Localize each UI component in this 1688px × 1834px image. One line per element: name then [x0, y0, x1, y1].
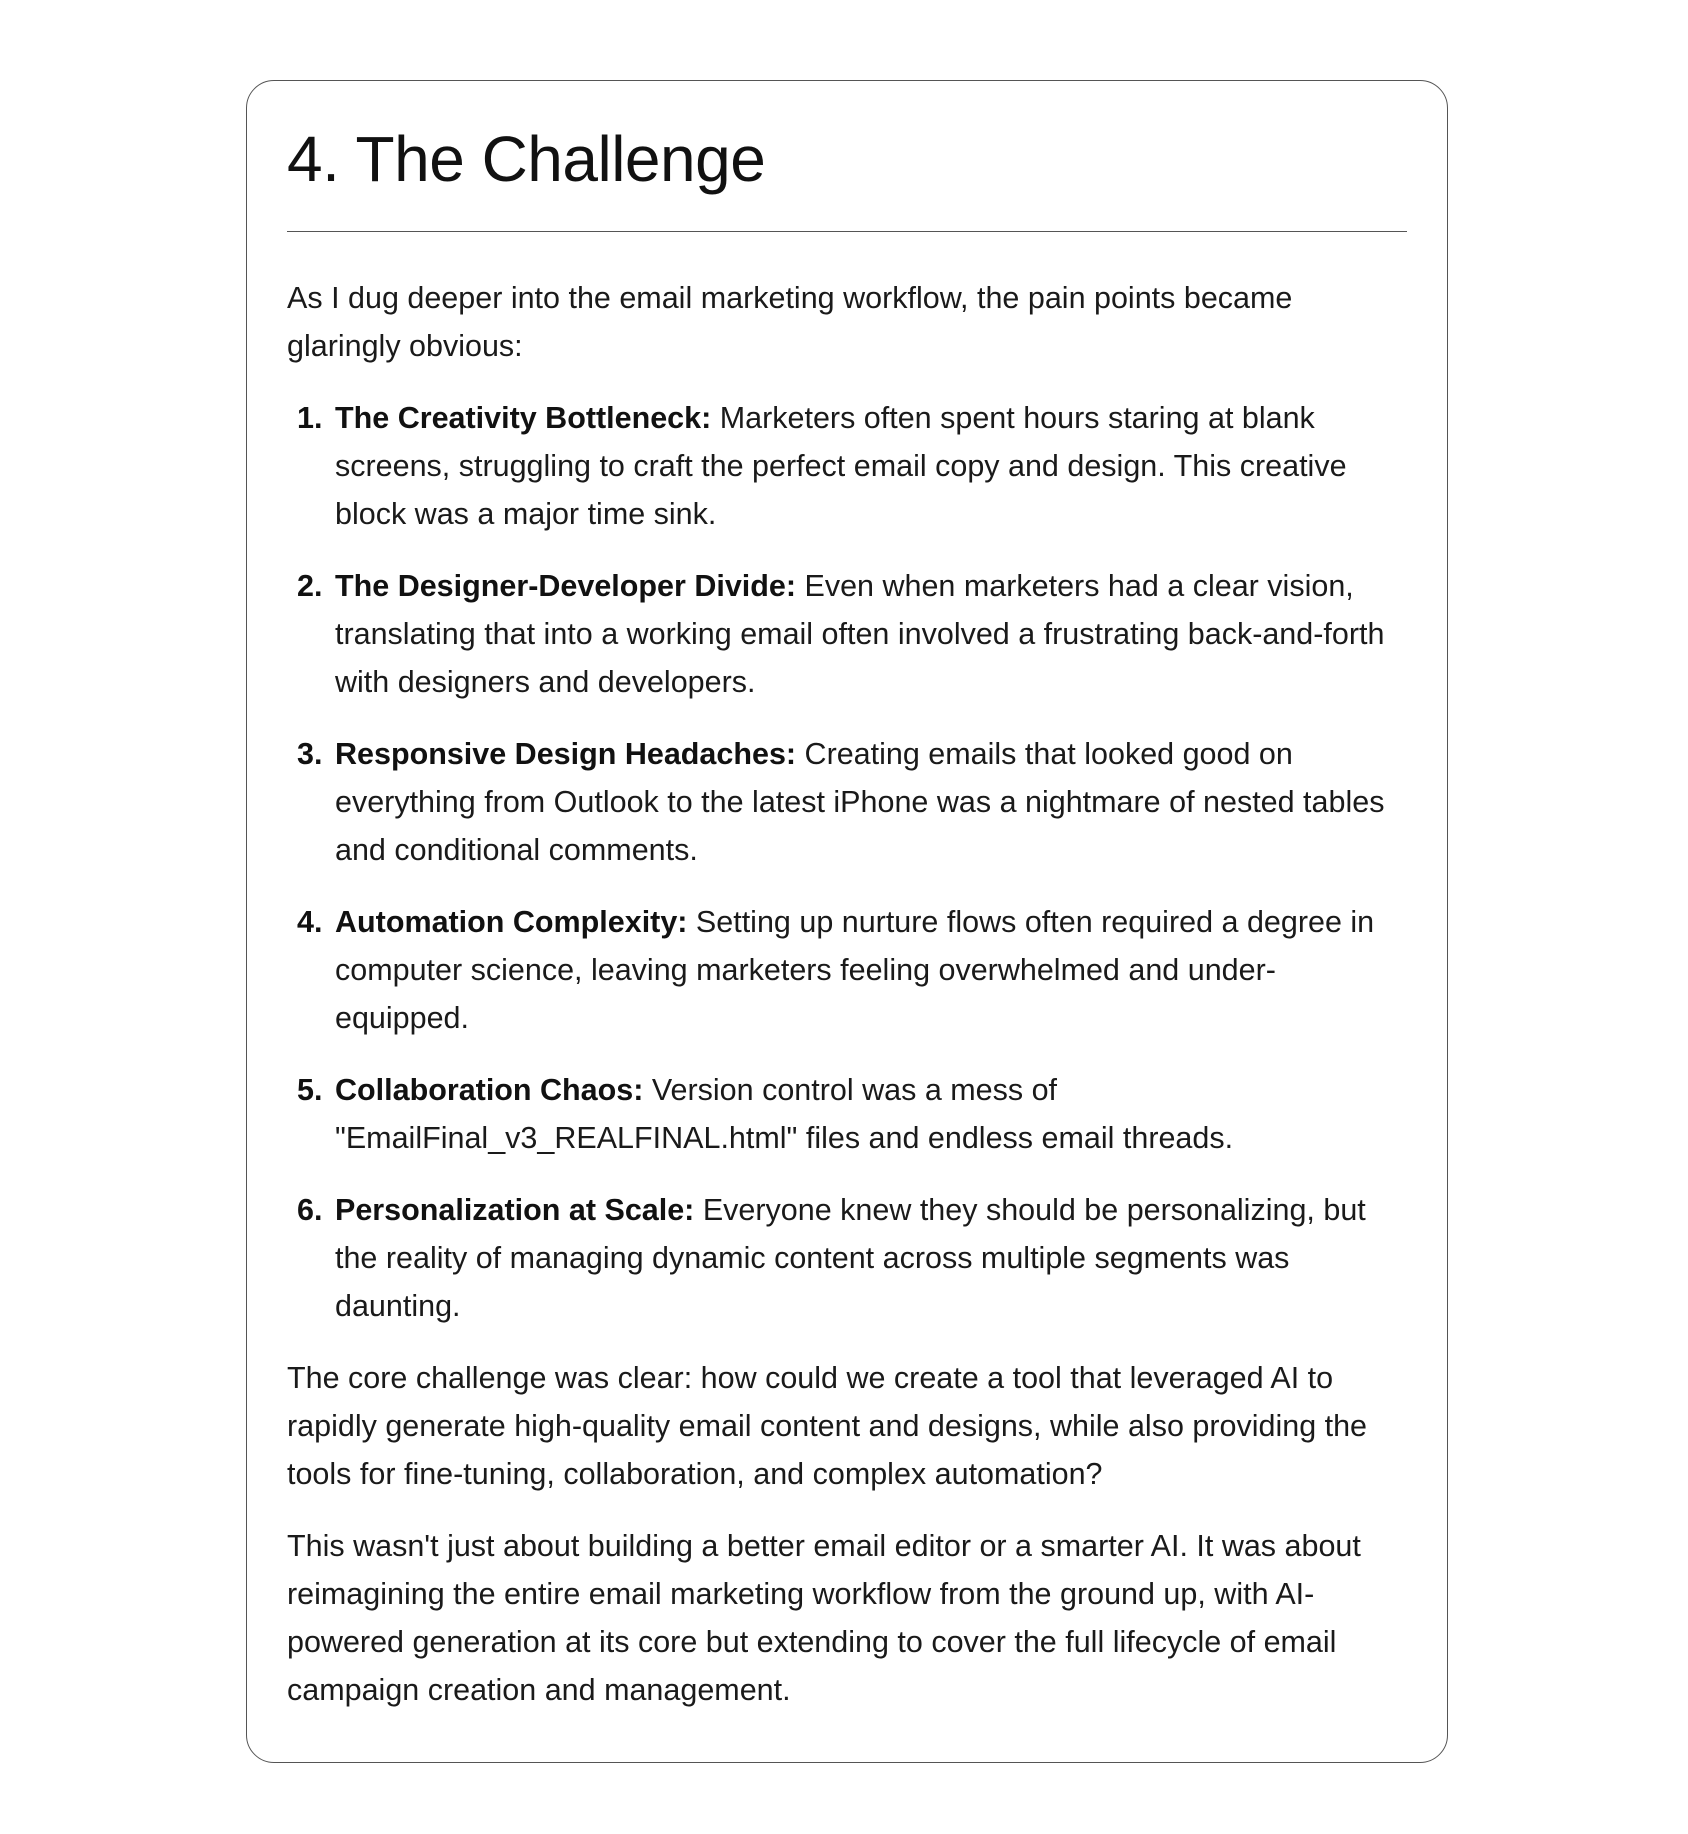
list-item — [287, 1066, 1407, 1162]
closing-paragraph-vision: This wasn't just about building a better email editor or a smarter AI. It was about reimagining the entire email marketing workflow from the ground up, with AI-powered generation at its core but extending to cover the full lifecycle of email campaign creation and management. — [287, 1529, 1361, 1707]
list-item-number: 2. — [297, 569, 323, 603]
list-item-number: 5. — [297, 1073, 323, 1107]
title-divider — [287, 231, 1407, 232]
list-item-number: 1. — [297, 401, 323, 435]
list-item-title: Personalization at Scale: — [335, 1193, 695, 1227]
pain-points-list — [287, 394, 1407, 1330]
section-title: 4. The Challenge — [287, 123, 766, 195]
content-card — [246, 80, 1448, 1763]
intro-paragraph: As I dug deeper into the email marketing workflow, the pain points became glaringly obvious: — [287, 281, 1293, 363]
list-item — [287, 730, 1407, 874]
list-item-text: Everyone knew they should be personalizing, but the reality of managing dynamic content across multiple segments was daunting. — [335, 1193, 1366, 1323]
closing-paragraph-challenge: The core challenge was clear: how could we create a tool that leveraged AI to rapidly generate high-quality email content and designs, while also providing the tools for fine-tuning, collaboration, and complex automation? — [287, 1361, 1368, 1491]
list-item-title: Responsive Design Headaches: — [335, 737, 797, 771]
list-item-number: 3. — [297, 737, 323, 771]
list-item-text: Setting up nurture flows often required a degree in computer science, leaving marketers feeling overwhelmed and under-equipped. — [335, 905, 1375, 1035]
list-item-number: 6. — [297, 1193, 323, 1227]
list-item-text: Version control was a mess of "EmailFinal_v3_REALFINAL.html" files and endless email threads. — [335, 1073, 1234, 1155]
list-item-title: The Creativity Bottleneck: — [335, 401, 712, 435]
list-item-title: Automation Complexity: — [335, 905, 688, 939]
section-body — [287, 274, 1407, 1714]
list-item — [287, 394, 1407, 538]
list-item-title: The Designer-Developer Divide: — [335, 569, 797, 603]
list-item-text: Marketers often spent hours staring at blank screens, struggling to craft the perfect email copy and design. This creative block was a major time sink. — [335, 401, 1347, 531]
list-item — [287, 898, 1407, 1042]
list-item-title: Collaboration Chaos: — [335, 1073, 644, 1107]
list-item — [287, 562, 1407, 706]
list-item — [287, 1186, 1407, 1330]
list-item-text: Even when marketers had a clear vision, translating that into a working email often involved a frustrating back-and-forth with designers and developers. — [335, 569, 1385, 699]
list-item-number: 4. — [297, 905, 323, 939]
list-item-text: Creating emails that looked good on everything from Outlook to the latest iPhone was a nightmare of nested tables and conditional comments. — [335, 737, 1385, 867]
